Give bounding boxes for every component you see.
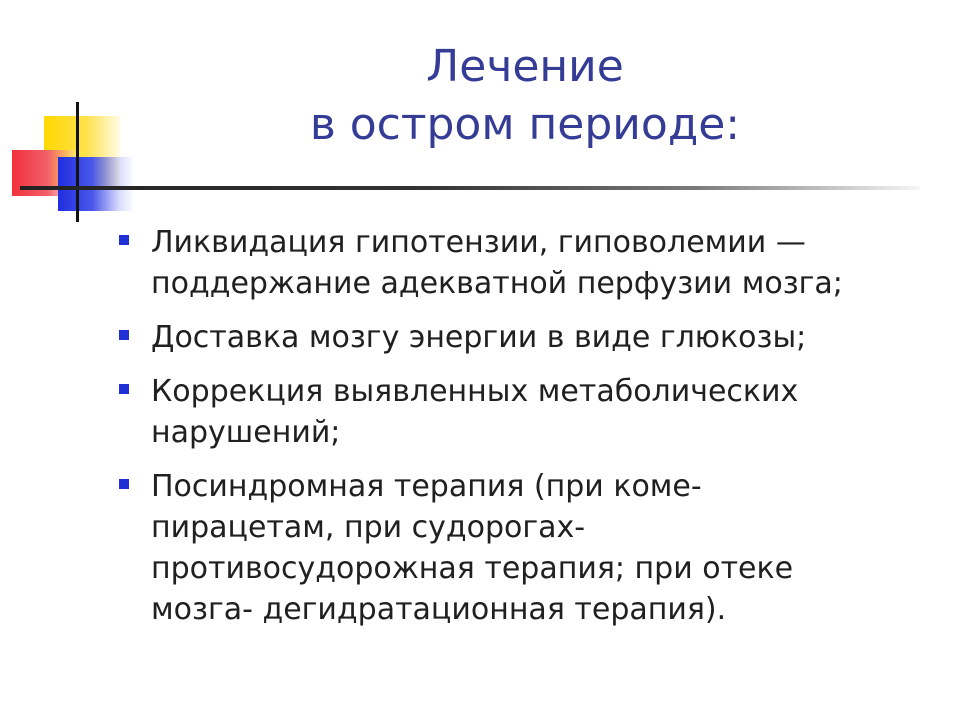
slide-title: [180, 38, 870, 154]
bullet-text-line: Посиндромная терапия (при коме-: [151, 469, 702, 504]
bullet-text-line: мозга- дегидратационная терапия).: [151, 592, 727, 627]
square-bullet-icon: [119, 384, 129, 394]
square-bullet-icon: [119, 235, 129, 245]
bullet-text-line: Ликвидация гипотензии, гиповолемии —: [151, 225, 806, 260]
slide-title-line-2: в остром периоде:: [309, 99, 741, 150]
bullet-text-line: пирацетам, при судорогах-: [151, 510, 586, 545]
square-bullet-icon: [119, 479, 129, 489]
bullet-text-line: Коррекция выявленных метаболических: [151, 374, 799, 409]
bullet-text-line: поддержание адекватной перфузии мозга;: [151, 266, 843, 301]
slide-title-line-1: Лечение: [426, 41, 624, 92]
bullet-text-line: нарушений;: [151, 415, 341, 450]
bullet-item: [116, 222, 906, 304]
bullet-text-line: противосудорожная терапия; при отеке: [151, 551, 794, 586]
bullet-list: [116, 222, 906, 643]
decor-blue-square: [58, 157, 134, 211]
bullet-item: [116, 466, 906, 630]
bullet-text-line: Доставка мозгу энергии в виде глюкозы;: [151, 320, 807, 355]
bullet-item: [116, 317, 906, 358]
decor-vertical-line: [76, 102, 79, 222]
square-bullet-icon: [119, 330, 129, 340]
title-underline: [20, 186, 920, 190]
bullet-item: [116, 371, 906, 453]
